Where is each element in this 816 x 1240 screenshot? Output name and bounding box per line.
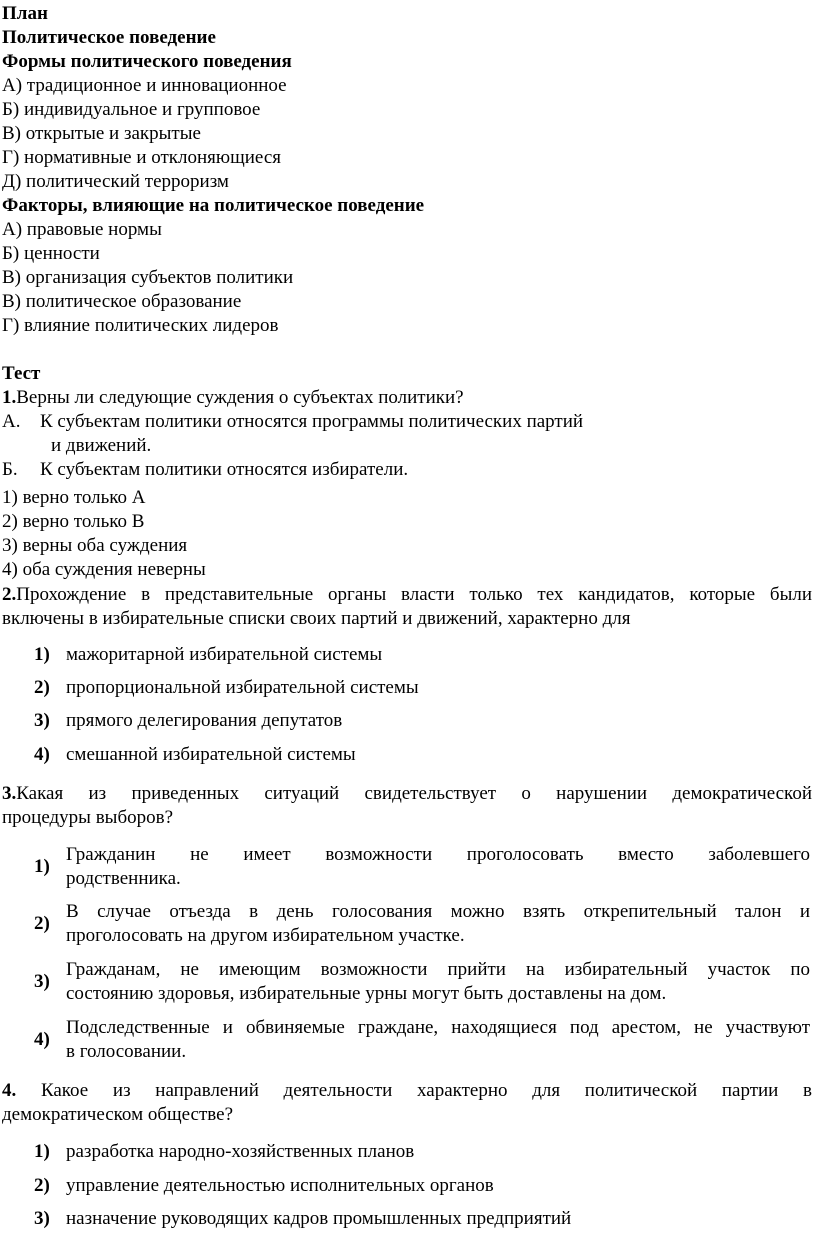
option-text-cont: в голосовании.: [66, 1041, 187, 1062]
option-number: 2): [34, 913, 50, 934]
q2-option: [0, 709, 816, 733]
q3-option: [0, 1016, 816, 1064]
question-text: Какая из приведенных ситуаций свидетельствует о нарушении демократической: [16, 783, 812, 804]
question-number: 3.: [2, 783, 17, 804]
question-3-cont: процедуры выборов?: [2, 807, 174, 828]
option-number: 4): [34, 744, 50, 765]
q4-option: [0, 1207, 816, 1231]
option-number: 3): [34, 971, 50, 992]
question-text: Прохождение в представительные органы власти только тех кандидатов, которые были: [16, 584, 812, 605]
option-text: Гражданин не имеет возможности проголосовать вместо заболевшего: [66, 844, 810, 865]
option-text-cont: родственника.: [66, 868, 181, 889]
question-number: 2.: [2, 584, 17, 605]
q2-option: [0, 743, 816, 767]
forms-item: Г) нормативные и отклоняющиеся: [2, 147, 281, 168]
forms-item: В) открытые и закрытые: [2, 123, 201, 144]
q3-option: [0, 900, 816, 948]
option-number: 2): [34, 1175, 50, 1196]
question-2-cont: включены в избирательные списки своих партий и движений, характерно для: [2, 608, 631, 629]
factors-item: А) правовые нормы: [2, 219, 162, 240]
option-text-cont: проголосовать на другом избирательном участке.: [66, 925, 465, 946]
option-number: 1): [34, 1141, 50, 1162]
forms-item: Б) индивидуальное и групповое: [2, 99, 261, 120]
q1-statement-a-text-cont: и движений.: [51, 435, 152, 456]
q3-option: [0, 843, 816, 891]
option-number: 2): [34, 677, 50, 698]
q1-answer: 1) верно только А: [2, 487, 146, 508]
forms-item: Д) политический терроризм: [2, 171, 229, 192]
option-text-cont: состоянию здоровья, избирательные урны могут быть доставлены на дом.: [66, 983, 667, 1004]
q3-option: [0, 958, 816, 1006]
option-text: прямого делегирования депутатов: [66, 710, 343, 731]
q1-answer: 3) верны оба суждения: [2, 535, 188, 556]
question-2: [2, 583, 812, 607]
plan-heading: План: [2, 3, 48, 24]
forms-item: А) традиционное и инновационное: [2, 75, 287, 96]
factors-item: В) политическое образование: [2, 291, 242, 312]
question-3: [2, 782, 812, 806]
option-text: мажоритарной избирательной системы: [66, 644, 383, 665]
q2-option: [0, 643, 816, 667]
question-number: 1.: [2, 387, 17, 408]
q4-option: [0, 1140, 816, 1164]
option-number: 3): [34, 710, 50, 731]
statement-label: Б.: [2, 459, 18, 480]
factors-item: В) организация субъектов политики: [2, 267, 294, 288]
question-text: Верны ли следующие суждения о субъектах политики?: [16, 387, 464, 408]
question-4: [2, 1079, 812, 1103]
factors-heading: Факторы, влияющие на политическое поведение: [2, 195, 425, 216]
q1-statement-a: [2, 410, 20, 434]
q1-statement-a-text: К субъектам политики относятся программы политических партий: [40, 411, 584, 432]
option-number: 1): [34, 856, 50, 877]
q1-answer: 4) оба суждения неверны: [2, 559, 206, 580]
statement-label: А.: [2, 411, 21, 432]
option-number: 3): [34, 1208, 50, 1229]
option-text: Подследственные и обвиняемые граждане, находящиеся под арестом, не участвуют: [66, 1017, 810, 1038]
option-text: пропорциональной избирательной системы: [66, 677, 419, 698]
option-text: Гражданам, не имеющим возможности прийти на избирательный участок по: [66, 959, 810, 980]
forms-heading: Формы политического поведения: [2, 51, 292, 72]
factors-item: Г) влияние политических лидеров: [2, 315, 279, 336]
option-number: 1): [34, 644, 50, 665]
question-1: [2, 386, 464, 410]
option-text: разработка народно-хозяйственных планов: [66, 1141, 415, 1162]
option-text: смешанной избирательной системы: [66, 744, 356, 765]
q1-statement-b: [2, 458, 18, 482]
option-text: назначение руководящих кадров промышленных предприятий: [66, 1208, 572, 1229]
option-text: управление деятельностью исполнительных органов: [66, 1175, 494, 1196]
option-number: 4): [34, 1029, 50, 1050]
test-heading: Тест: [2, 363, 41, 384]
factors-item: Б) ценности: [2, 243, 100, 264]
q2-option: [0, 676, 816, 700]
q1-statement-b-text: К субъектам политики относятся избиратели.: [40, 459, 409, 480]
plan-topic: Политическое поведение: [2, 27, 216, 48]
q4-option: [0, 1174, 816, 1198]
q1-answer: 2) верно только В: [2, 511, 145, 532]
question-4-cont: демократическом обществе?: [2, 1104, 234, 1125]
question-number: 4.: [2, 1080, 17, 1101]
question-text: Какое из направлений деятельности характерно для политической партии в: [16, 1080, 812, 1101]
option-text: В случае отъезда в день голосования можно взять открепительный талон и: [66, 901, 810, 922]
